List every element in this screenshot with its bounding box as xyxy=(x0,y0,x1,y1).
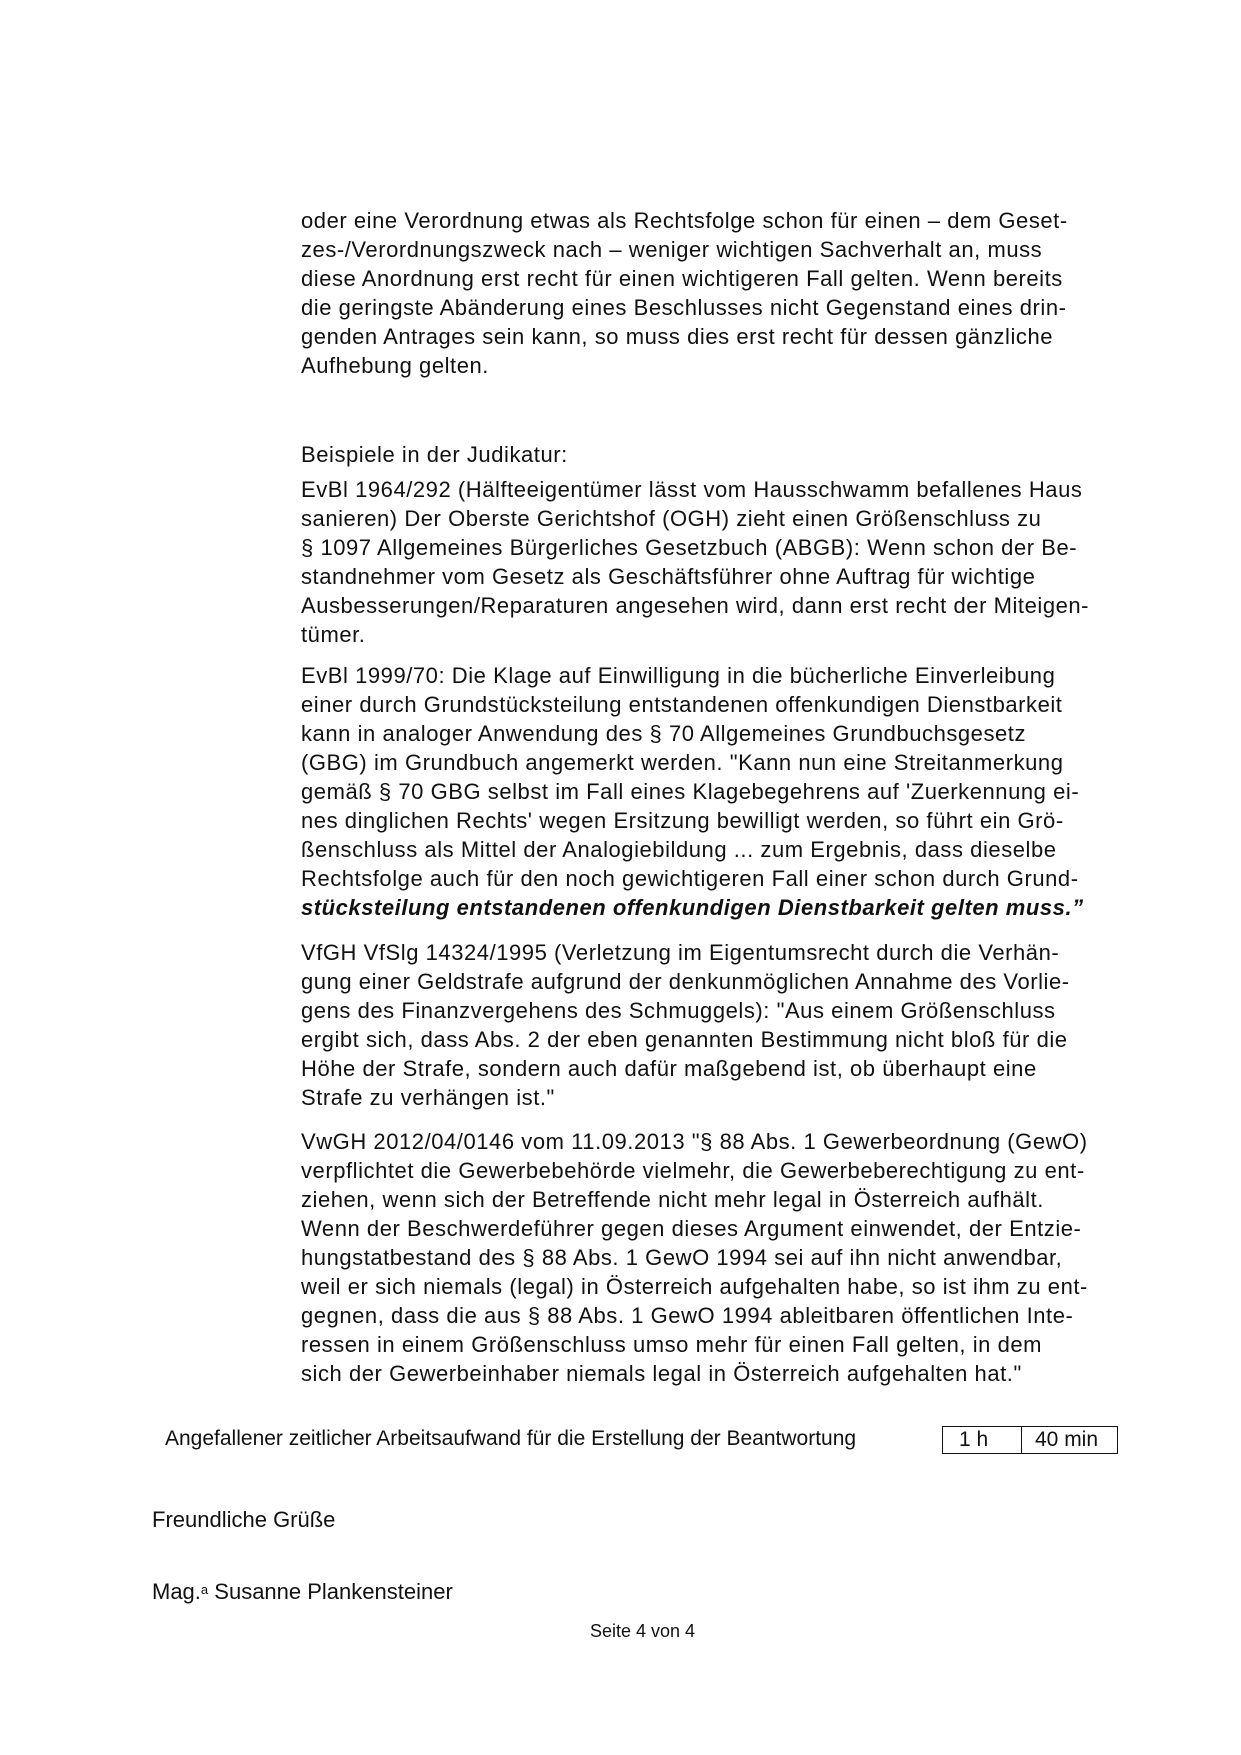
effort-minutes: 40 min xyxy=(1035,1428,1099,1451)
text-line: ressen in einem Größenschluss umso mehr für einen Fall gelten, in dem xyxy=(301,1332,1043,1357)
text-line: hungstatbestand des § 88 Abs. 1 GewO 1994 sei auf ihn nicht anwendbar, xyxy=(301,1245,1063,1270)
academic-title: Mag. xyxy=(152,1579,201,1604)
text-line: VwGH 2012/04/0146 vom 11.09.2013 "§ 88 Abs. 1 Gewerbeordnung (GewO) xyxy=(301,1129,1088,1154)
text-line: gegnen, dass die aus § 88 Abs. 1 GewO 1994 ableitbaren öffentlichen Inte- xyxy=(301,1303,1074,1328)
text-line: EvBl 1999/70: Die Klage auf Einwilligung in die bücherliche Einverleibung xyxy=(301,663,1056,688)
text-line: ziehen, wenn sich der Betreffende nicht mehr legal in Österreich aufhält. xyxy=(301,1187,1044,1212)
text-line: tümer. xyxy=(301,622,366,647)
effort-label: Angefallener zeitlicher Arbeitsaufwand für die Erstellung der Beantwortung xyxy=(165,1427,857,1450)
text-line: § 1097 Allgemeines Bürgerliches Gesetzbuch (ABGB): Wenn schon der Be- xyxy=(301,535,1078,560)
text-line: zes-/Verordnungszweck nach – weniger wichtigen Sachverhalt an, muss xyxy=(301,237,1043,262)
text-line: sanieren) Der Oberste Gerichtshof (OGH) zieht einen Größenschluss zu xyxy=(301,506,1042,531)
text-line: Aufhebung gelten. xyxy=(301,353,489,378)
text-line: Strafe zu verhängen ist." xyxy=(301,1085,555,1110)
text-line: (GBG) im Grundbuch angemerkt werden. "Kann nun eine Streitanmerkung xyxy=(301,750,1064,775)
text-line: einer durch Grundstücksteilung entstandenen offenkundigen Dienstbarkeit xyxy=(301,692,1063,717)
text-line: weil er sich niemals (legal) in Österreich aufgehalten habe, so ist ihm zu ent- xyxy=(301,1274,1088,1299)
text-line: standnehmer vom Gesetz als Geschäftsführer ohne Auftrag für wichtige xyxy=(301,564,1036,589)
text-line: sich der Gewerbeinhaber niemals legal in Österreich aufgehalten hat." xyxy=(301,1361,1022,1386)
text-line: kann in analoger Anwendung des § 70 Allgemeines Grundbuchsgesetz xyxy=(301,721,1027,746)
text-line: ßenschluss als Mittel der Analogiebildung ... zum Ergebnis, dass dieselbe xyxy=(301,837,1057,862)
author-name: Susanne Plankensteiner xyxy=(214,1579,453,1604)
text-line: gens des Finanzvergehens des Schmuggels): "Aus einem Größenschluss xyxy=(301,998,1056,1023)
text-line: oder eine Verordnung etwas als Rechtsfolge schon für einen – dem Geset- xyxy=(301,208,1068,233)
text-line: diese Anordnung erst recht für einen wichtigeren Fall gelten. Wenn bereits xyxy=(301,266,1063,291)
text-line: VfGH VfSlg 14324/1995 (Verletzung im Eigentumsrecht durch die Verhän- xyxy=(301,940,1060,965)
text-line: EvBl 1964/292 (Hälfteeigentümer lässt vom Hausschwamm befallenes Haus xyxy=(301,477,1083,502)
text-line: gung einer Geldstrafe aufgrund der denkunmöglichen Annahme des Vorlie- xyxy=(301,969,1070,994)
text-line: Höhe der Strafe, sondern auch dafür maßgebend ist, ob überhaupt eine xyxy=(301,1056,1037,1081)
case-example-vfgh xyxy=(301,938,1131,1112)
academic-title-superscript: a xyxy=(200,1582,209,1597)
text-line: ergibt sich, dass Abs. 2 der eben genannten Bestimmung nicht bloß für die xyxy=(301,1027,1068,1052)
case-example-vwgh xyxy=(301,1127,1131,1388)
text-line: die geringste Abänderung eines Beschlusses nicht Gegenstand eines drin- xyxy=(301,295,1067,320)
page-number: Seite 4 von 4 xyxy=(589,1621,696,1641)
text-line: nes dinglichen Rechts' wegen Ersitzung bewilligt werden, so führt ein Grö- xyxy=(301,808,1064,833)
text-line: verpflichtet die Gewerbebehörde vielmehr, die Gewerbeberechtigung zu ent- xyxy=(301,1158,1085,1183)
effort-hours: 1 h xyxy=(943,1427,1022,1453)
text-line: Rechtsfolge auch für den noch gewichtigeren Fall einer schon durch Grund- xyxy=(301,866,1079,891)
text-line: gemäß § 70 GBG selbst im Fall eines Klagebegehrens auf 'Zuerkennung ei- xyxy=(301,779,1080,804)
signature-name xyxy=(152,1577,453,1607)
text-line: Ausbesserungen/Reparaturen angesehen wird, dann erst recht der Miteigen- xyxy=(301,593,1090,618)
case-example-evbl-1999 xyxy=(301,661,1131,922)
effort-table xyxy=(942,1426,1118,1454)
examples-heading: Beispiele in der Judikatur: xyxy=(301,442,568,467)
intro-paragraph xyxy=(301,206,1131,380)
emphasized-quote: stücksteilung entstandenen offenkundigen Dienstbarkeit gelten muss.” xyxy=(301,895,1084,920)
case-example-evbl-1964 xyxy=(301,475,1131,649)
text-line: genden Antrages sein kann, so muss dies erst recht für dessen gänzliche xyxy=(301,324,1054,349)
closing-greeting: Freundliche Grüße xyxy=(152,1507,336,1532)
text-line: Wenn der Beschwerdeführer gegen dieses Argument einwendet, der Entzie- xyxy=(301,1216,1082,1241)
